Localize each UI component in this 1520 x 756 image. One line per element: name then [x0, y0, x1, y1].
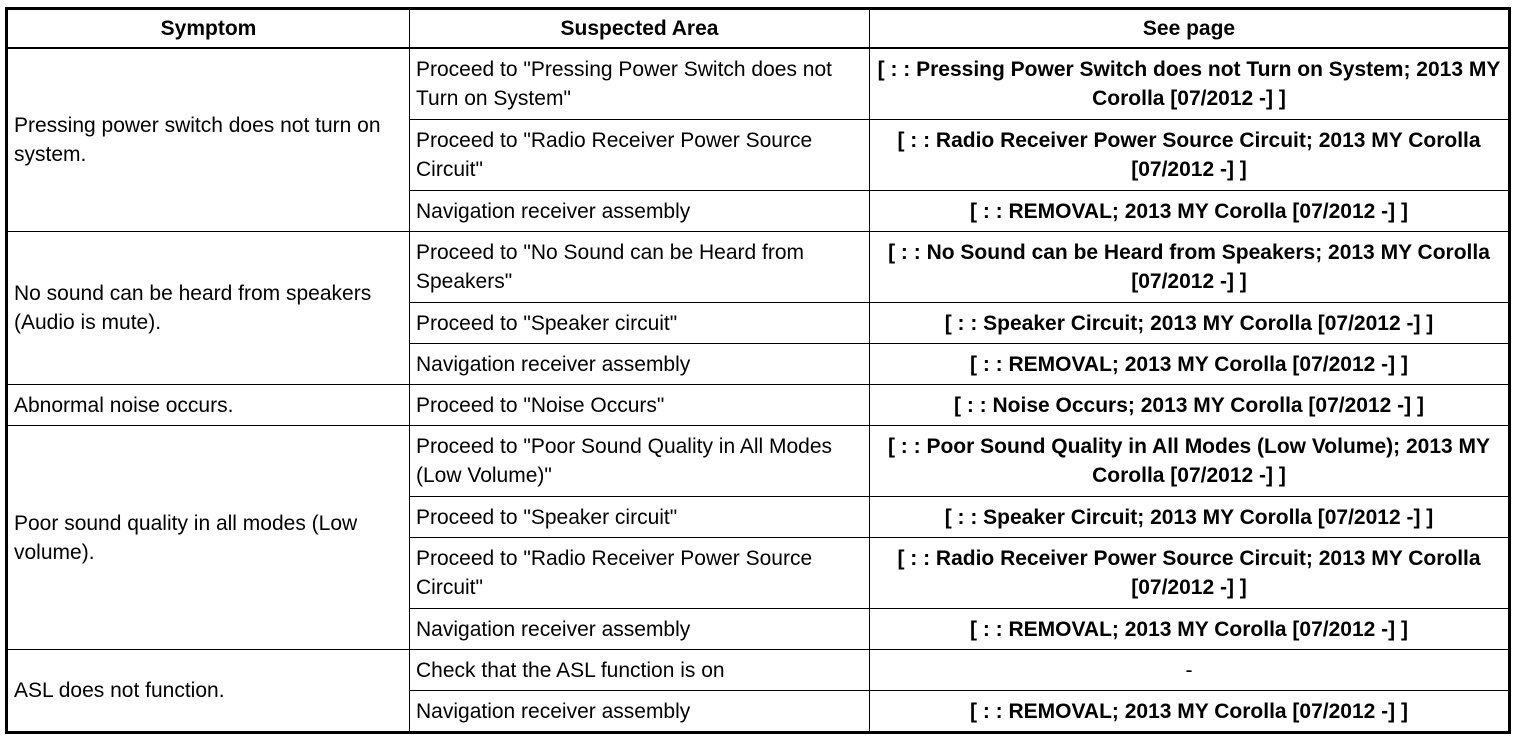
- see-page-link[interactable]: [ : : REMOVAL; 2013 MY Corolla [07/2012 -] ]: [870, 191, 1510, 232]
- suspected-area-cell: Proceed to "Speaker circuit": [410, 303, 870, 344]
- suspected-area-cell: Navigation receiver assembly: [410, 691, 870, 733]
- suspected-area-cell: Proceed to "Speaker circuit": [410, 497, 870, 538]
- see-page-link[interactable]: [ : : Radio Receiver Power Source Circuit; 2013 MY Corolla [07/2012 -] ]: [870, 120, 1510, 191]
- problem-symptoms-table: [5, 7, 1511, 734]
- suspected-area-cell: Proceed to "Pressing Power Switch does not Turn on System": [410, 48, 870, 120]
- table-row: [7, 48, 1510, 120]
- see-page-link[interactable]: [ : : Radio Receiver Power Source Circuit; 2013 MY Corolla [07/2012 -] ]: [870, 538, 1510, 609]
- suspected-area-cell: Navigation receiver assembly: [410, 609, 870, 650]
- see-page-link[interactable]: [ : : Speaker Circuit; 2013 MY Corolla [07/2012 -] ]: [870, 497, 1510, 538]
- table-row: [7, 650, 1510, 691]
- table-header-row: [7, 9, 1510, 49]
- suspected-area-cell: Check that the ASL function is on: [410, 650, 870, 691]
- header-suspected-area: Suspected Area: [410, 9, 870, 49]
- table-row: [7, 426, 1510, 497]
- symptom-cell: Pressing power switch does not turn on system.: [7, 48, 410, 232]
- symptom-cell: ASL does not function.: [7, 650, 410, 733]
- table-row: [7, 232, 1510, 303]
- see-page-link[interactable]: [ : : Noise Occurs; 2013 MY Corolla [07/2012 -] ]: [870, 385, 1510, 426]
- see-page-link[interactable]: [ : : Poor Sound Quality in All Modes (Low Volume); 2013 MY Corolla [07/2012 -] ]: [870, 426, 1510, 497]
- symptom-cell: No sound can be heard from speakers (Audio is mute).: [7, 232, 410, 385]
- see-page-link[interactable]: [ : : No Sound can be Heard from Speakers; 2013 MY Corolla [07/2012 -] ]: [870, 232, 1510, 303]
- table-row: [7, 385, 1510, 426]
- see-page-empty: -: [870, 650, 1510, 691]
- see-page-link[interactable]: [ : : REMOVAL; 2013 MY Corolla [07/2012 -] ]: [870, 609, 1510, 650]
- suspected-area-cell: Proceed to "Noise Occurs": [410, 385, 870, 426]
- symptom-cell: Abnormal noise occurs.: [7, 385, 410, 426]
- see-page-link[interactable]: [ : : REMOVAL; 2013 MY Corolla [07/2012 -] ]: [870, 344, 1510, 385]
- see-page-link[interactable]: [ : : Speaker Circuit; 2013 MY Corolla [07/2012 -] ]: [870, 303, 1510, 344]
- suspected-area-cell: Navigation receiver assembly: [410, 191, 870, 232]
- header-symptom: Symptom: [7, 9, 410, 49]
- header-see-page: See page: [870, 9, 1510, 49]
- see-page-link[interactable]: [ : : REMOVAL; 2013 MY Corolla [07/2012 -] ]: [870, 691, 1510, 733]
- suspected-area-cell: Proceed to "Radio Receiver Power Source Circuit": [410, 120, 870, 191]
- suspected-area-cell: Navigation receiver assembly: [410, 344, 870, 385]
- suspected-area-cell: Proceed to "Radio Receiver Power Source Circuit": [410, 538, 870, 609]
- symptom-table-container: [5, 7, 1511, 734]
- symptom-cell: Poor sound quality in all modes (Low volume).: [7, 426, 410, 650]
- suspected-area-cell: Proceed to "Poor Sound Quality in All Modes (Low Volume)": [410, 426, 870, 497]
- see-page-link[interactable]: [ : : Pressing Power Switch does not Turn on System; 2013 MY Corolla [07/2012 -] ]: [870, 48, 1510, 120]
- suspected-area-cell: Proceed to "No Sound can be Heard from Speakers": [410, 232, 870, 303]
